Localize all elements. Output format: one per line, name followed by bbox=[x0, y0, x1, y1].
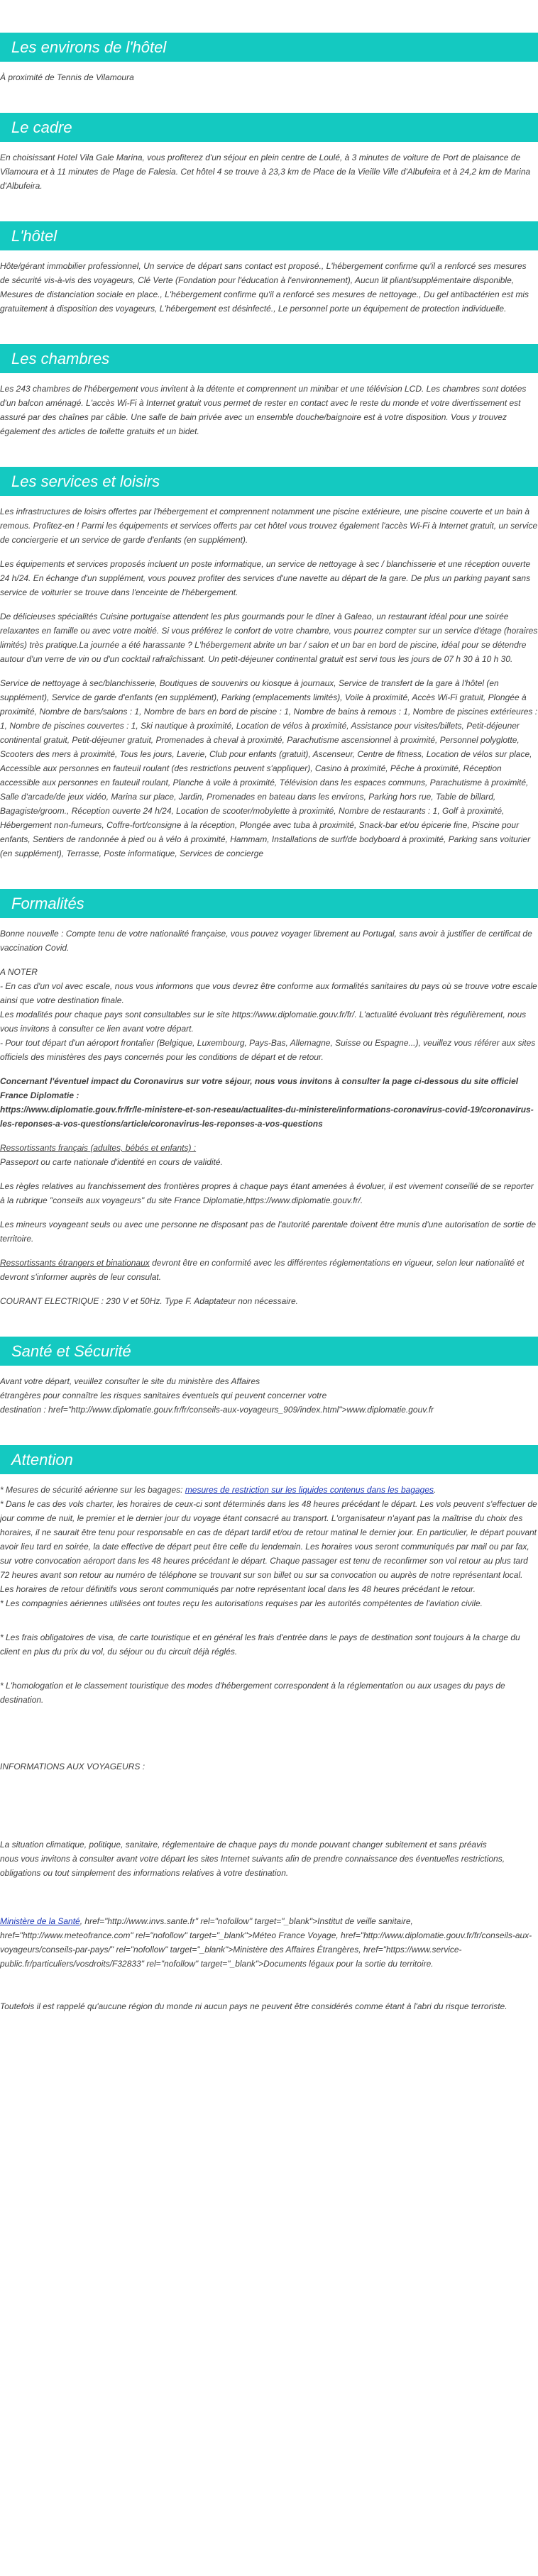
terrorisme-text: Toutefois il est rappelé qu'aucune région du monde ni aucun pays ne peuvent être considérés comme étant à l'abri du risque terroriste. bbox=[0, 2001, 507, 2011]
services-paragraph-4: Service de nettoyage à sec/blanchisserie, Boutiques de souvenirs ou kiosque à journaux, Service de transfert de la gare à l'hôtel (en supplément), Service de garde d'enfants (en supplément), Parking (emplacements limités), Voile à proximité, Accès Wi-Fi gratuit, Plongée à proximité, Nombre de bars/salons : 1, Nombre de bars en bord de piscine : 1, Nombre de bains à remous : 1, Nombre de piscines extérieures : 1, Nombre de piscines couvertes : 1, Ski nautique à proximité, Location de vélos à proximité, Assistance pour visites/billets, Petit-déjeuner continental gratuit, Petit-déjeuner gratuit, Promenades à cheval à proximité, Parachutisme ascensionnel à proximité, Personnel polyglotte, Scooters des mers à proximité, Tous les jours, Laverie, Club pour enfants (gratuit), Ascenseur, Centre de fitness, Location de vélos sur place, Accessible aux personnes en fauteuil roulant (des restrictions peuvent s'appliquer), Casino à proximité, Pêche à proximité, Réception accessible aux personnes en fauteuil roulant, Planche à voile à proximité, Télévision dans les espaces communs, Parachutisme à proximité, Salle d'arcade/de jeux vidéo, Marina sur place, Jardin, Promenades en bateau dans les environs, Parking hors rue, Table de billard, Bagagiste/groom., Réception ouverte 24 h/24, Location de scooter/mobylette à proximité, Nombre de restaurants : 1, Golf à proximité, Hébergement non-fumeurs, Coffre-fort/consigne à la réception, Plongée avec tuba à proximité, Snack-bar et/ou épicerie fine, Piscine pour enfants, Sentiers de randonnée à pied ou à vélo à proximité, Hammam, Installations de surf/de bodyboard à proximité, Parking sans voiturier (en supplément), Terrasse, Poste informatique, Services de concierge bbox=[0, 678, 538, 858]
section-body-chambres bbox=[0, 382, 538, 438]
formalites-intro: Bonne nouvelle : Compte tenu de votre nationalité française, vous pouvez voyager librement au Portugal, sans avoir à justifier de certificat de vaccination Covid. bbox=[0, 929, 532, 953]
section-title-environs: Les environs de l'hôtel bbox=[0, 33, 538, 62]
sante-line-2: étrangères pour connaître les risques sanitaires éventuels qui peuvent concerner votre bbox=[0, 1391, 327, 1400]
ministere-sante-link[interactable]: Ministère de la Santé bbox=[0, 1916, 80, 1926]
anoter-line-2: Les modalités pour chaque pays sont consultables sur le site https://www.diplomatie.gouv.fr/fr/. L'actualité évoluant très régulièrement, nous vous invitons à consulter ce lien avant votre départ. bbox=[0, 1010, 527, 1034]
section-title-sante: Santé et Sécurité bbox=[0, 1337, 538, 1366]
section-title-cadre: Le cadre bbox=[0, 113, 538, 142]
section-title-hotel: L'hôtel bbox=[0, 221, 538, 250]
section-body-formalites bbox=[0, 927, 538, 1308]
covid-title: Concernant l'éventuel impact du Coronavirus sur votre séjour, nous vous invitons à consulter la page ci-dessous du site officiel France Diplomatie : bbox=[0, 1076, 519, 1100]
section-title-formalites: Formalités bbox=[0, 889, 538, 918]
attention-bagages-pre: * Mesures de sécurité aérienne sur les bagages: bbox=[0, 1485, 185, 1495]
liquides-restriction-link[interactable]: mesures de restriction sur les liquides contenus dans les bagages bbox=[185, 1485, 434, 1495]
etrangers-text: devront être en conformité avec les différentes réglementations en vigueur, selon leur nationalité et devront s'informer auprès de leur consulat. bbox=[0, 1258, 525, 1282]
cadre-text: En choisissant Hotel Vila Gale Marina, vous profiterez d'un séjour en plein centre de Loulé, à 3 minutes de voiture de Port de plaisance de Vilamoura et à 11 minutes de Plage de Falesia. Cet hôtel 4 se trouve à 23,3 km de Place de la Vieille Ville d'Albufeira et à 24,2 km de Marina d'Albufeira. bbox=[0, 153, 531, 191]
ressortissants-fr-text: Passeport ou carte nationale d'identité en cours de validité. bbox=[0, 1157, 223, 1167]
attention-homologation: * L'homologation et le classement touristique des modes d'hébergement correspondent à la réglementation ou aux usages du pays de destination. bbox=[0, 1681, 505, 1705]
sante-line-1: Avant votre départ, veuillez consulter le site du ministère des Affaires bbox=[0, 1376, 260, 1386]
anoter-line-3: - Pour tout départ d'un aéroport frontalier (Belgique, Luxembourg, Pays-Bas, Allemagne, Suisse ou Espagne...), veuillez vous référer aux sites officiels des ministères des pays concernés pour les conditions de départ et de retour. bbox=[0, 1038, 536, 1062]
section-body-attention bbox=[0, 1483, 538, 2013]
regles-text: Les règles relatives au franchissement des frontières propres à chaque pays étant amenées à évoluer, il est vivement conseillé de se reporter à la rubrique "conseils aux voyageurs" du site France Diplomatie,https://www.diplomatie.gouv.fr/. bbox=[0, 1181, 534, 1205]
attention-charter: * Dans le cas des vols charter, les horaires de ceux-ci sont déterminés dans les 48 heures précédant le départ. Les vols peuvent s'effectuer de jour comme de nuit, le premier et le dernier jour du voyage étant consacré au transport. L'organisateur n'ayant pas la maîtrise du choix des horaires, il ne saurait être tenu pour responsable en cas de départ tardif et/ou de retour matinal le dernier jour. En particulier, le départ pouvant avoir lieu tard en soirée, la date effective de départ peut être celle du lendemain. Les horaires vous seront communiqués par mail ou par fax, sur votre convocation aéroport dans les 48 heures précédant le départ. Chaque passager est tenu de reconfirmer son vol retour au plus tard 72 heures avant son retour au numéro de téléphone se trouvant sur son billet ou sur sa convocation ou auprès de notre représentant local. Les horaires de retour définitifs vous seront communiqués par notre représentant local dans les 48 heures précédant le retour. bbox=[0, 1499, 537, 1594]
chambres-text: Les 243 chambres de l'hébergement vous invitent à la détente et comprennent un minibar et une télévision LCD. Les chambres sont dotées d'un balcon aménagé. L'accès Wi-Fi à Internet gratuit vous permet de rester en contact avec le reste du monde et votre divertissement est assuré par des chaînes par câble. Une salle de bain privée avec un ensemble douche/baignoire est à votre disposition. Vous y trouvez également des articles de toilette gratuits et un bidet. bbox=[0, 384, 527, 436]
sites-text: , href="http://www.invs.sante.fr" rel="nofollow" target="_blank">Institut de veille sanitaire, href="http://www.meteofrance.com" rel="nofollow" target="_blank">Méteo France Voyage, href="http://www.diplomatie.gouv.fr/fr/conseils-aux-voyageurs/conseils-par-pays/" rel="nofollow" target="_blank">Ministère des Affaires Étrangères, href="https://www.service-public.fr/particuliers/vosdroits/F32833" rel="nofollow" target="_blank">Documents légaux pour la sortie du territoire. bbox=[0, 1916, 532, 1969]
situation-line-2: nous vous invitons à consulter avant votre départ les sites Internet suivants afin de prendre connaissance des éventuelles restrictions, obligations ou tout simplement des informations relatives à votre destination. bbox=[0, 1854, 505, 1878]
sante-line-3: destination : href="http://www.diplomatie.gouv.fr/fr/conseils-aux-voyageurs_909/index.html">www.diplomatie.gouv.fr bbox=[0, 1405, 434, 1415]
etrangers-label: Ressortissants étrangers et binationaux bbox=[0, 1258, 150, 1268]
ressortissants-fr-label: Ressortissants français (adultes, bébés et enfants) : bbox=[0, 1143, 197, 1153]
environs-text: À proximité de Tennis de Vilamoura bbox=[0, 72, 134, 82]
section-body-environs bbox=[0, 70, 538, 84]
mineurs-text: Les mineurs voyageant seuls ou avec une personne ne disposant pas de l'autorité parentale doivent être munis d'une autorisation de sortie de territoire. bbox=[0, 1220, 537, 1244]
attention-frais: * Les frais obligatoires de visa, de carte touristique et en général les frais d'entrée dans le pays de destination sont toujours à la charge du client en plus du prix du vol, du séjour ou du circuit déjà réglés. bbox=[0, 1632, 520, 1657]
anoter-label: A NOTER bbox=[0, 967, 38, 977]
page bbox=[0, 33, 538, 2013]
services-paragraph-2: Les équipements et services proposés incluent un poste informatique, un service de nettoyage à sec / blanchisserie et une réception ouverte 24 h/24. En échange d'un supplément, vous pouvez profiter des services d'une navette au départ de la gare. De plus un parking payant sans service de voiturier se trouve dans l'enceinte de l'hébergement. bbox=[0, 559, 531, 597]
section-body-cadre bbox=[0, 150, 538, 193]
situation-line-1: La situation climatique, politique, sanitaire, réglementaire de chaque pays du monde pouvant changer subitement et sans préavis bbox=[0, 1840, 487, 1850]
section-body-services bbox=[0, 504, 538, 861]
covid-url[interactable]: https://www.diplomatie.gouv.fr/fr/le-ministere-et-son-reseau/actualites-du-ministere/informations-coronavirus-covid-19/coronavirus-les-reponses-a-vos-questions/article/coronavirus-les-reponses-a-vos-questions bbox=[0, 1105, 534, 1129]
etrangers-paragraph bbox=[0, 1256, 538, 1284]
section-title-services: Les services et loisirs bbox=[0, 467, 538, 496]
attention-bagages-post: . bbox=[434, 1485, 437, 1495]
section-body-sante bbox=[0, 1374, 538, 1417]
section-title-chambres: Les chambres bbox=[0, 344, 538, 373]
services-paragraph-3: De délicieuses spécialités Cuisine portugaise attendent les plus gourmands pour le dîner à Galeao, un restaurant idéal pour une soirée relaxantes en famille ou avec votre moitié. Si vous préférez le confort de votre chambre, vous pourrez compter sur un service d'étage (horaires limités) très pratique.La journée a été harassante ? L'hébergement abrite un bar / salon et un bar en bord de piscine, idéal pour se détendre autour d'un verre de vin ou d'un cocktail rafraîchissant. Un petit-déjeuner continental gratuit est servi tous les jours de 07 h 30 à 10 h 30. bbox=[0, 612, 538, 664]
section-title-attention: Attention bbox=[0, 1445, 538, 1474]
services-paragraph-1: Les infrastructures de loisirs offertes par l'hébergement et comprennent notamment une piscine extérieure, une piscine couverte et un bain à remous. Profitez-en ! Parmi les équipements et services offerts par cet hôtel vous trouvez également l'accès Wi-Fi à Internet gratuit, un service de conciergerie et un service de garde d'enfants (en supplément). bbox=[0, 507, 538, 545]
anoter-line-1: - En cas d'un vol avec escale, nous vous informons que vous devrez être conforme aux formalités sanitaires du pays où se trouve votre escale ainsi que votre destination finale. bbox=[0, 981, 537, 1005]
attention-bagages bbox=[0, 1483, 538, 1497]
infos-voyageurs-label: INFORMATIONS AUX VOYAGEURS : bbox=[0, 1762, 146, 1771]
sites-paragraph bbox=[0, 1914, 538, 1971]
attention-compagnies: * Les compagnies aériennes utilisées ont toutes reçu les autorisations requises par les autorités compétentes de l'aviation civile. bbox=[0, 1598, 483, 1608]
section-body-hotel bbox=[0, 259, 538, 316]
courant-text: COURANT ELECTRIQUE : 230 V et 50Hz. Type F. Adaptateur non nécessaire. bbox=[0, 1296, 298, 1306]
hotel-text: Hôte/gérant immobilier professionnel, Un service de départ sans contact est proposé., L'hébergement confirme qu'il a renforcé ses mesures de sécurité vis-à-vis des voyageurs, Clé Verte (Fondation pour l'éducation à l'environnement), Aucun lit pliant/supplémentaire disponible, Mesures de distanciation sociale en place., L'hébergement confirme qu'il a renforcé ses mesures de nettoyage., Du gel antibactérien est mis gratuitement à disposition des voyageurs, L'hébergement est désinfecté., Le personnel porte un équipement de protection individuelle. bbox=[0, 261, 529, 314]
